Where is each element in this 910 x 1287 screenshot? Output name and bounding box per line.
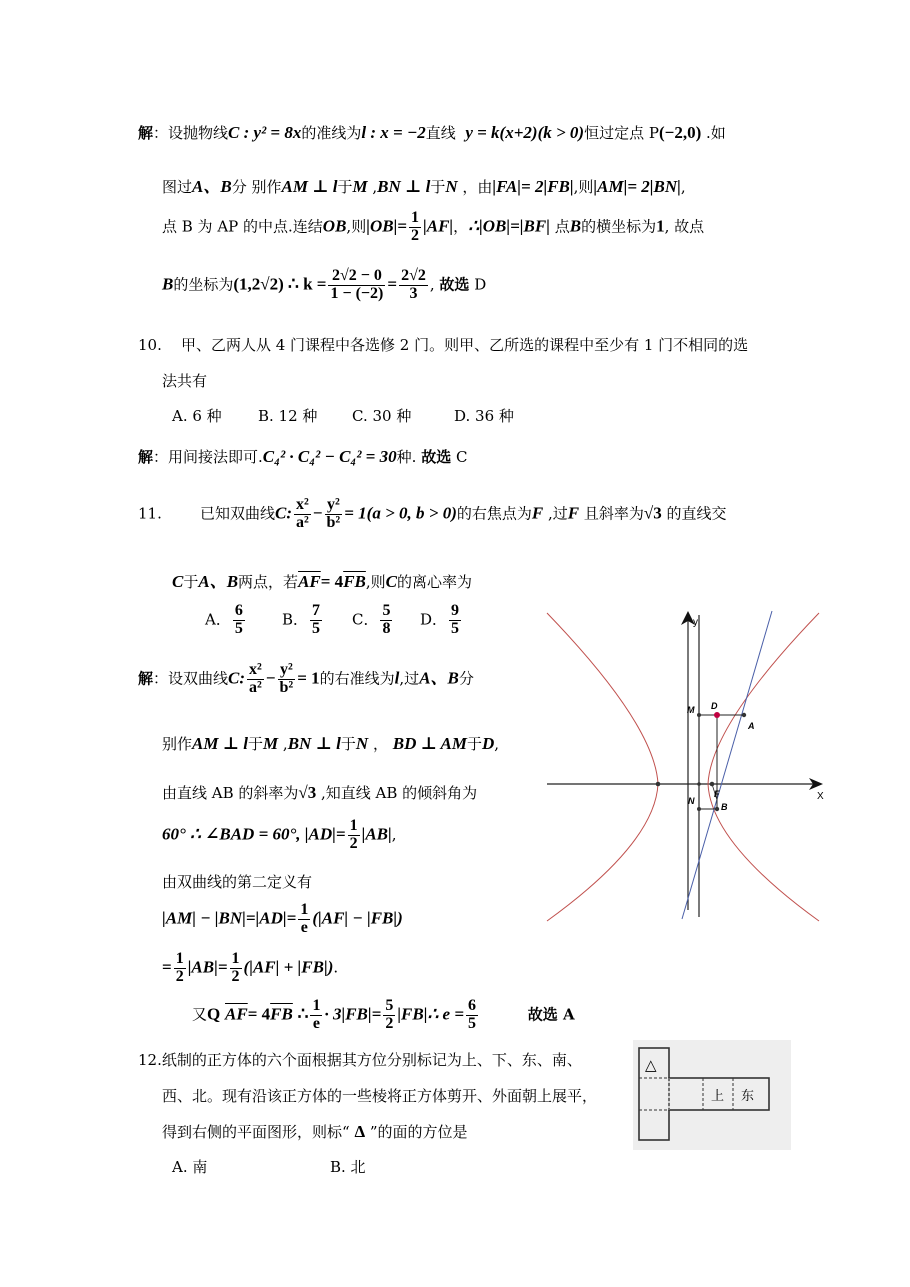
q12-option-a: A. 南 xyxy=(172,1158,208,1176)
q10-solution: 解：用间接法即可.C₄² · C₄² − C₄² = 30种. 故选 C xyxy=(138,447,468,466)
cube-net-figure xyxy=(633,1040,791,1150)
q10-option-d: D. 36 种 xyxy=(454,407,514,425)
fraction: $\frac{\text{x²}}{\text{a²}}$ xyxy=(296,496,309,531)
hyperbola-left-branch xyxy=(547,613,658,921)
q12-option-b: B. 北 xyxy=(330,1158,366,1176)
x-axis-label: X xyxy=(817,791,824,802)
q11-solution-7: = $\frac{1}{2}$ |AB|= $\frac{1}{2}$ (|AF| + |FB|). xyxy=(162,950,339,985)
s9-line4: B的坐标为(1,2√2) ∴ k = $\frac{2√2 - 0}{1 - (-2)}$ = $\frac{2√2}{3}$ , 故选 D xyxy=(162,267,487,302)
q11-solution-5: 由双曲线的第二定义有 xyxy=(162,873,313,891)
point-m xyxy=(697,713,701,717)
point-b xyxy=(715,807,719,811)
label-n: N xyxy=(688,796,695,806)
q11-solution-1: 解：设双曲线C: $\frac{\text{x²}}{\text{a²}}$ − $\frac{\text{y²}}{\text{b²}}$ = 1的右准线为l,过A、B分 xyxy=(138,661,474,696)
label-a: A xyxy=(748,721,755,731)
fraction: $\frac{2√2}{3}$ xyxy=(401,267,426,302)
label-b: B xyxy=(721,802,728,812)
q10-option-c: C. 30 种 xyxy=(352,407,412,425)
point-a xyxy=(742,713,746,717)
hyperbola-right-branch xyxy=(708,613,819,921)
fraction: $\frac{\text{y²}}{\text{b²}}$ xyxy=(326,496,341,531)
hyperbola-figure xyxy=(543,605,833,925)
label-d: D xyxy=(711,701,718,711)
point-n xyxy=(697,807,701,811)
net-east-label: 东 xyxy=(741,1089,755,1104)
q11-solution-2: 别作AM ⊥ l于M ,BN ⊥ l于N ， BD ⊥ AM于D, xyxy=(162,734,500,753)
q11-solution-4: 60° ∴ ∠BAD = 60°, |AD|= $\frac{1}{2}$ |AB|, xyxy=(162,817,397,852)
q12-line1: 12.纸制的正方体的六个面根据其方位分别标记为上、下、东、南、 xyxy=(138,1051,582,1069)
s9-line1: 解：设抛物线C : y² = 8x的准线为l : x = −2直线 y = k(x+2)(k > 0)恒过定点 P(−2,0) .如 xyxy=(138,123,726,142)
q11-option-d: D． $\frac{9}{5}$ xyxy=(420,602,460,637)
q11-solution-8: 又Q $\overline{AF}= 4\overline{FB}$ ∴ $\frac{1}{e}$ · 3|FB|= $\frac{5}{2}$ |FB|∴ e = $\frac{6}{5}$ 故选 A xyxy=(192,997,575,1032)
q11-line2: C于A、B两点，若$\overline{AF}= 4\overline{FB}$,则C的离心率为 xyxy=(172,572,473,591)
q11-option-b: B． $\frac{7}{5}$ xyxy=(282,602,321,637)
q10-option-b: B. 12 种 xyxy=(258,407,318,425)
s9-line3: 点 B 为 AP 的中点.连结OB,则|OB|= $\frac{1}{2}$ |AF|，∴|OB|=|BF| 点B的横坐标为1, 故点 xyxy=(162,209,705,244)
q11-option-a: A． $\frac{6}{5}$ xyxy=(205,602,243,637)
net-triangle-label: △ xyxy=(645,1057,657,1074)
q10-option-a: A. 6 种 xyxy=(172,407,222,425)
net-up-label: 上 xyxy=(711,1089,725,1104)
q12-line2: 西、北。现有沿该正方体的一些棱将正方体剪开、外面朝上展平， xyxy=(162,1087,598,1105)
q11-option-c: C． $\frac{5}{8}$ xyxy=(352,602,391,637)
q10-line1: 10. 甲、乙两人从 4 门课程中各选修 2 门。则甲、乙所选的课程中至少有 1 门不相同的选 xyxy=(138,336,749,354)
q12-line3: 得到右侧的平面图形，则标“ Δ ”的面的方位是 xyxy=(162,1122,468,1141)
y-axis-label: y xyxy=(693,617,698,628)
fraction: $\frac{2√2 - 0}{1 - (-2)}$ xyxy=(330,267,384,302)
q11-line1: 11. 已知双曲线C: $\frac{\text{x²}}{\text{a²}}$ − $\frac{\text{y²}}{\text{b²}}$ = 1(a > 0, b > 0)的右焦点为F ,过F 且斜率为√3 的直线交 xyxy=(138,496,727,531)
point-d xyxy=(714,712,720,718)
s9-line2: 图过A、B分 别作AM ⊥ l于M ,BN ⊥ l于N ，由|FA|= 2|FB|,则|AM|= 2|BN|, xyxy=(162,177,686,196)
q10-line2: 法共有 xyxy=(162,372,208,390)
point-left-vertex xyxy=(656,782,661,787)
line-ab xyxy=(682,611,772,919)
q11-solution-3: 由直线 AB 的斜率为√3 ,知直线 AB 的倾斜角为 xyxy=(162,783,478,802)
label-f: F xyxy=(714,789,720,799)
point-directrix-foot xyxy=(697,782,701,786)
point-focus xyxy=(710,782,715,787)
label-m: M xyxy=(687,705,695,715)
fraction: $\frac{1}{2}$ xyxy=(411,209,419,244)
q11-solution-6: |AM| − |BN|=|AD|= $\frac{1}{e}$ (|AF| − |FB|) xyxy=(162,901,403,936)
